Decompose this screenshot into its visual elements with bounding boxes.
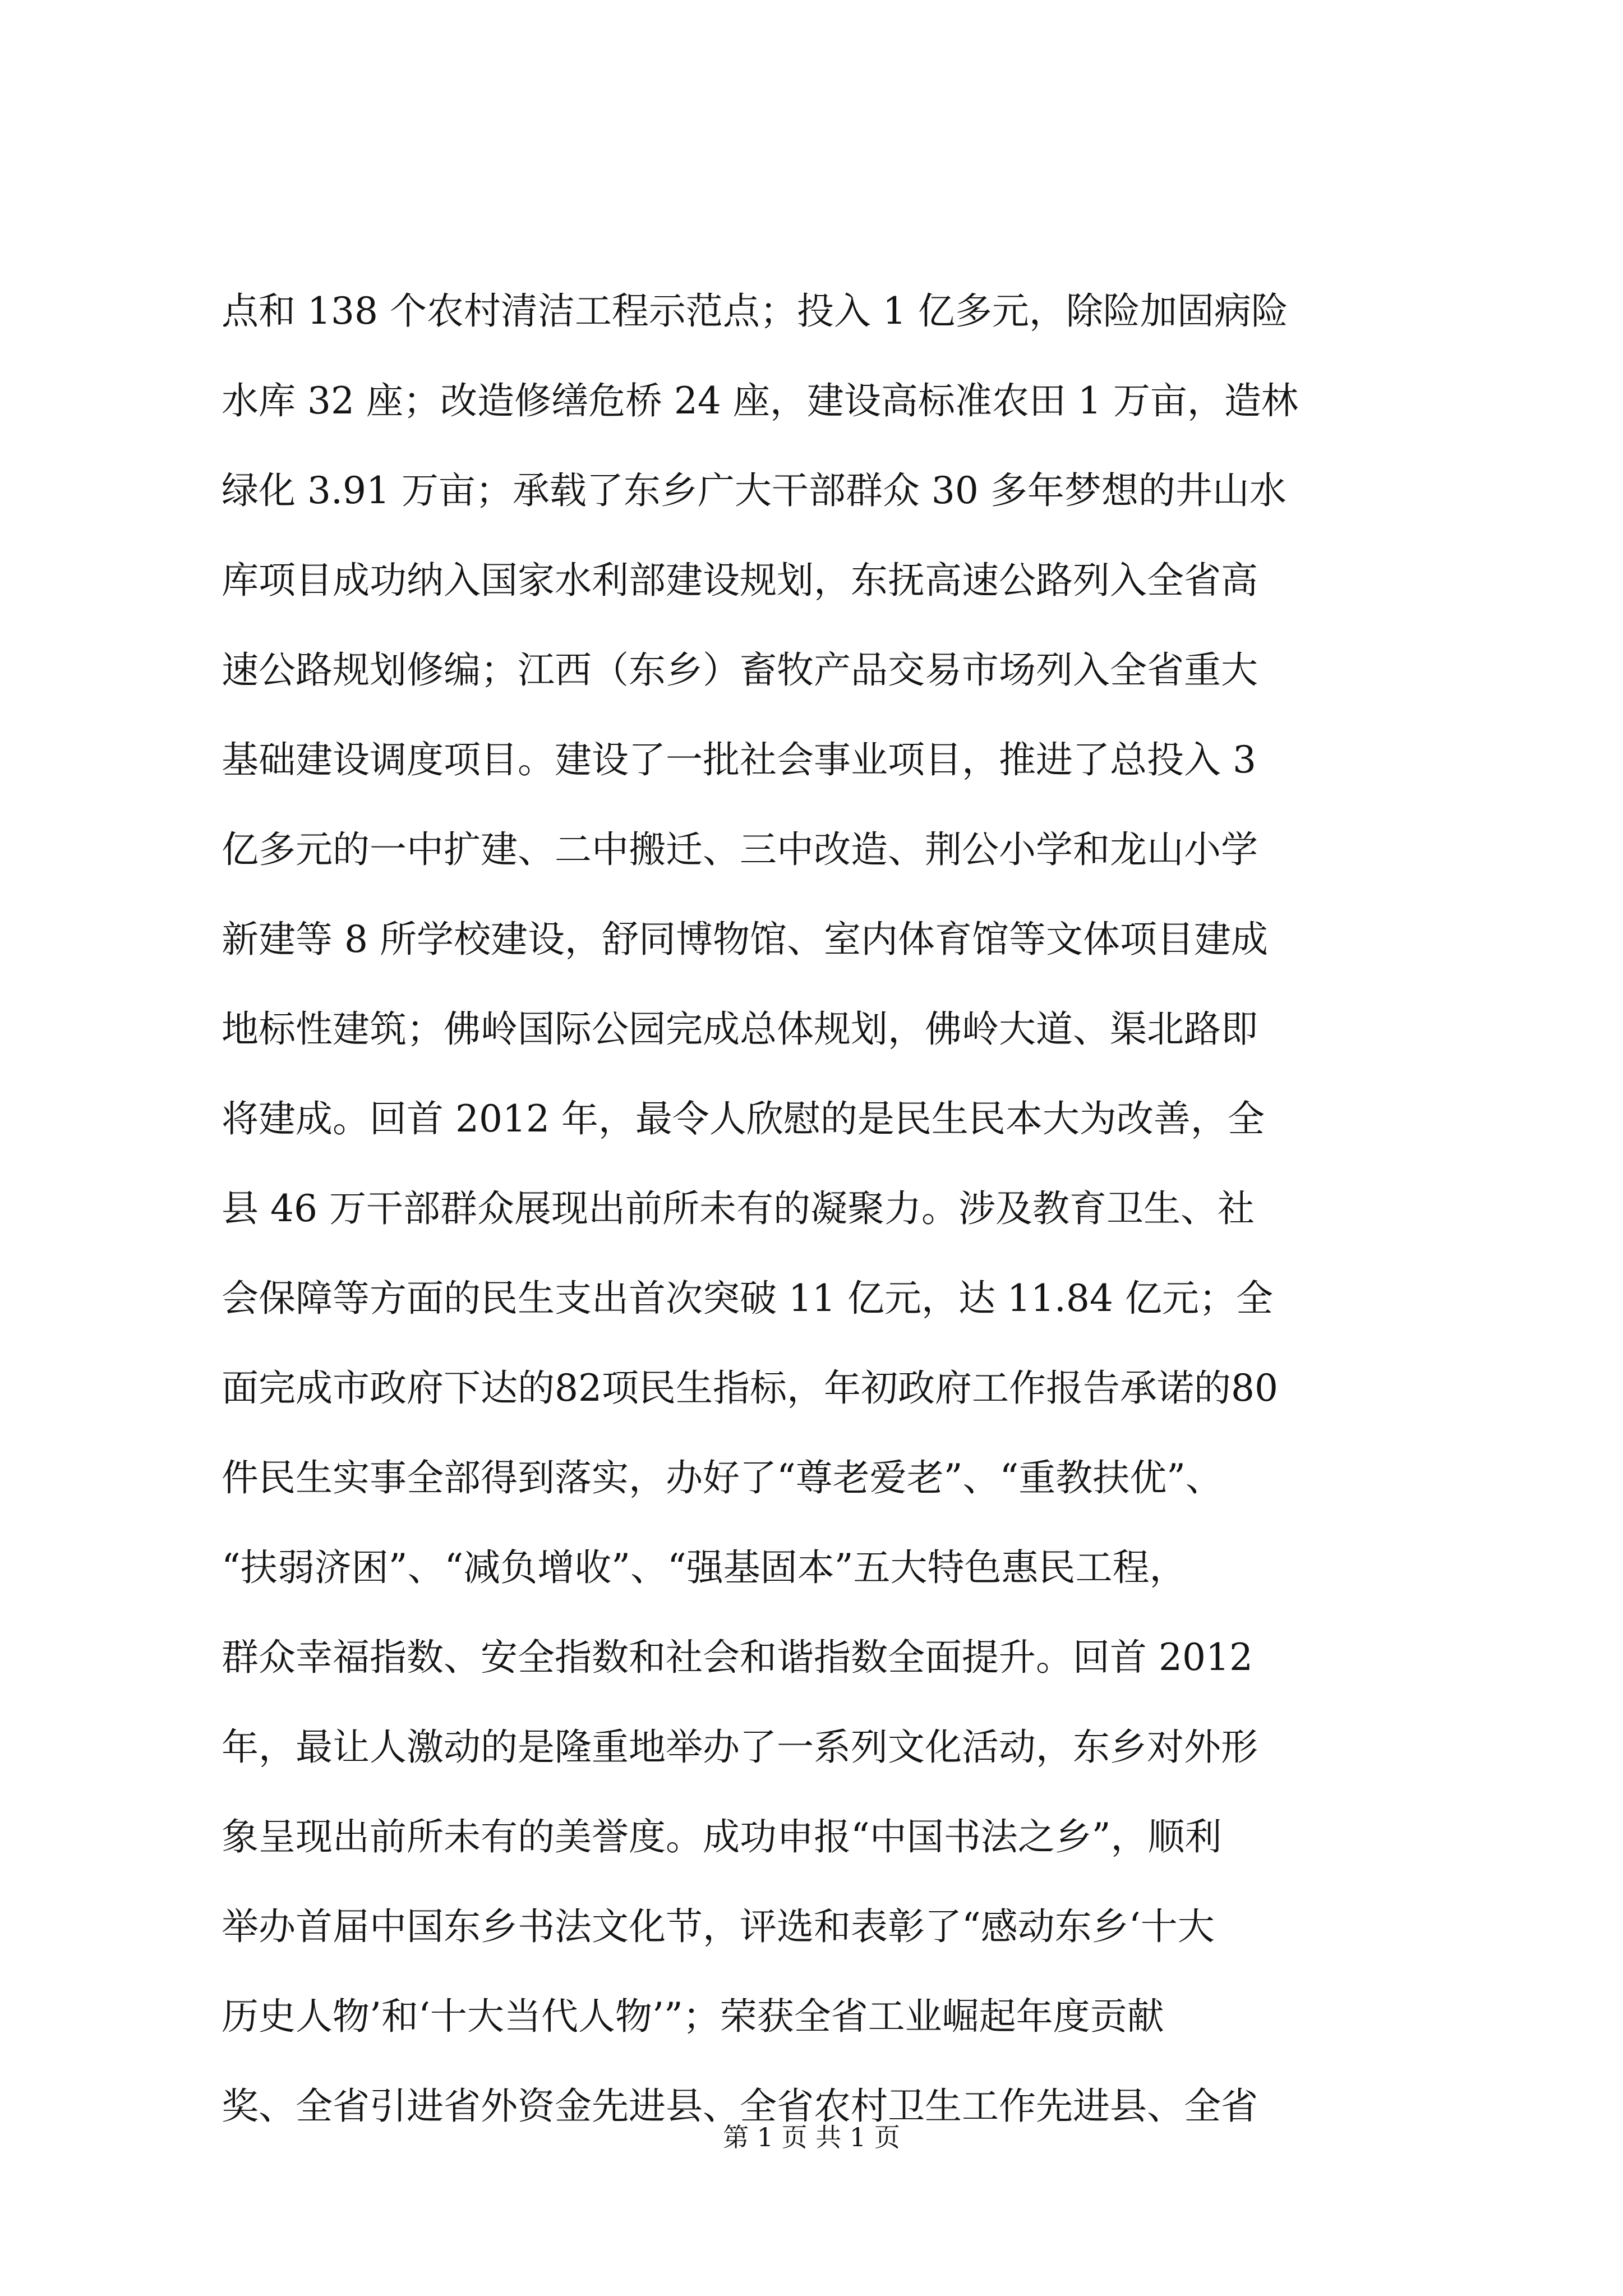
text-line: 亿多元的一中扩建、二中搬迁、三中改造、荆公小学和龙山小学 <box>222 828 1258 871</box>
text-line: 绿化 3.91 万亩；承载了东乡广大干部群众 30 多年梦想的井山水 <box>222 469 1287 512</box>
text-line: 件民生实事全部得到落实，办好了“尊老爱老”、“重教扶优”、 <box>222 1456 1223 1499</box>
page-footer <box>0 2115 1623 2160</box>
text-line: 年，最让人激动的是隆重地举办了一系列文化活动，东乡对外形 <box>222 1726 1258 1769</box>
text-line: 速公路规划修编；江西（东乡）畜牧产品交易市场列入全省重大 <box>222 648 1258 692</box>
body-text <box>222 266 1430 2151</box>
text-line: “扶弱济困”、“减负增收”、“强基固本”五大特色惠民工程， <box>222 1546 1187 1589</box>
text-line: 县 46 万干部群众展现出前所未有的凝聚力。涉及教育卫生、社 <box>222 1187 1255 1230</box>
text-line: 面完成市政府下达的82项民生指标，年初政府工作报告承诺的80 <box>222 1366 1278 1410</box>
page-number-label: 第 1 页 共 1 页 <box>723 2122 900 2152</box>
text-line: 基础建设调度项目。建设了一批社会事业项目，推进了总投入 3 <box>222 738 1256 781</box>
text-line: 新建等 8 所学校建设，舒同博物馆、室内体育馆等文体项目建成 <box>222 918 1268 961</box>
text-line: 将建成。回首 2012 年，最令人欣慰的是民生民本大为改善，全 <box>222 1097 1265 1140</box>
text-line: 水库 32 座；改造修缮危桥 24 座，建设高标准农田 1 万亩，造林 <box>222 379 1298 422</box>
text-line: 举办首届中国东乡书法文化节，评选和表彰了“感动东乡‘十大 <box>222 1905 1215 1948</box>
text-line: 库项目成功纳入国家水利部建设规划，东抚高速公路列入全省高 <box>222 559 1258 602</box>
text-line: 地标性建筑；佛岭国际公园完成总体规划，佛岭大道、渠北路即 <box>222 1007 1258 1051</box>
text-line: 奖、全省引进省外资金先进县、全省农村卫生工作先进县、全省 <box>222 2085 1258 2128</box>
text-line: 群众幸福指数、安全指数和社会和谐指数全面提升。回首 2012 <box>222 1636 1253 1679</box>
text-line: 点和 138 个农村清洁工程示范点；投入 1 亿多元，除险加固病险 <box>222 289 1288 333</box>
text-line: 历史人物’和‘十大当代人物’”；荣获全省工业崛起年度贡献 <box>222 1995 1164 2038</box>
text-line: 会保障等方面的民生支出首次突破 11 亿元，达 11.84 亿元；全 <box>222 1277 1273 1320</box>
text-line: 象呈现出前所未有的美誉度。成功申报“中国书法之乡”，顺利 <box>222 1815 1222 1858</box>
